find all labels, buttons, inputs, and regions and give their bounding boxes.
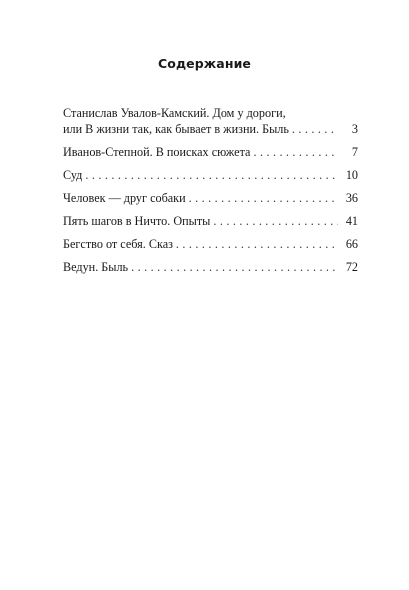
toc-entry[interactable]: [63, 236, 358, 252]
toc-page-number: 3: [351, 122, 358, 136]
toc-entry-title: Суд: [63, 168, 83, 182]
dot-leader: [292, 121, 338, 137]
table-of-contents: [63, 105, 358, 275]
toc-entry-title-line: Станислав Увалов-Камский. Дом у дороги,: [63, 106, 286, 120]
toc-entry[interactable]: [63, 105, 358, 137]
toc-entry-title: Иванов-Степной. В поисках сюжета: [63, 145, 251, 159]
toc-entry[interactable]: [63, 144, 358, 160]
toc-entry[interactable]: [63, 259, 358, 275]
toc-page-number: 72: [345, 260, 358, 274]
toc-entry-title: Пять шагов в Ничто. Опыты: [63, 214, 211, 228]
dot-leader: [85, 167, 338, 183]
dot-leader: [189, 190, 338, 206]
dot-leader: [176, 236, 338, 252]
toc-page-number: 36: [345, 191, 358, 205]
dot-leader: [131, 259, 338, 275]
toc-page-number: 10: [345, 168, 358, 182]
page-title: Содержание: [157, 56, 252, 71]
toc-page-number: 66: [345, 237, 358, 251]
toc-page-number: 41: [345, 214, 358, 228]
toc-entry-title: Ведун. Быль: [63, 260, 129, 274]
toc-page-number: 7: [351, 145, 358, 159]
dot-leader: [253, 144, 338, 160]
toc-entry-title: Человек — друг собаки: [63, 191, 186, 205]
toc-entry[interactable]: [63, 213, 358, 229]
toc-entry-title: Бегство от себя. Сказ: [63, 237, 173, 251]
toc-entry[interactable]: [63, 190, 358, 206]
dot-leader: [213, 213, 338, 229]
toc-entry[interactable]: [63, 167, 358, 183]
toc-entry-title-line: или В жизни так, как бывает в жизни. Быль: [63, 122, 289, 136]
